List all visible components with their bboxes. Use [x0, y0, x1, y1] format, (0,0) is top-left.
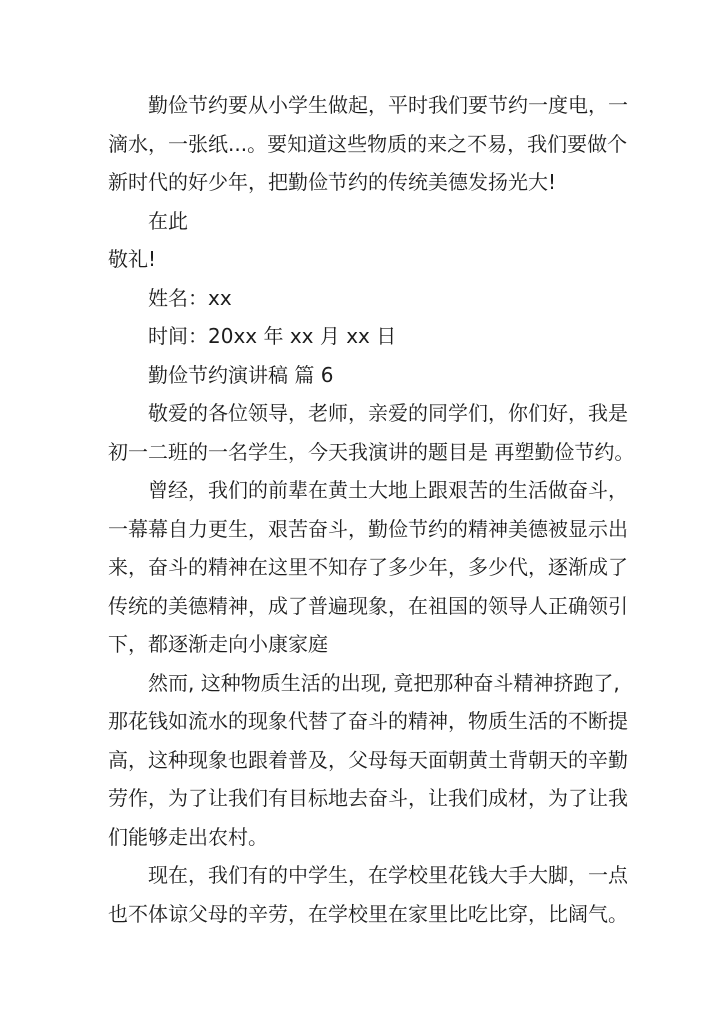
paragraph-line: 们能够走出农村。	[108, 824, 268, 849]
closing-here: 在此	[148, 208, 188, 233]
paragraph-line: 滴水，一张纸...。要知道这些物质的来之不易，我们要做个	[108, 131, 628, 156]
paragraph-line: 敬爱的各位领导，老师，亲爱的同学们，你们好，我是	[148, 401, 628, 425]
paragraph-line: 来，奋斗的精神在这里不知存了多少年，多少代，逐渐成了	[108, 555, 628, 579]
paragraph-line: 传统的美德精神，成了普遍现象，在祖国的领导人正确领引	[108, 593, 628, 618]
paragraph-line: 劳作，为了让我们有目标地去奋斗，让我们成材，为了让我	[108, 786, 628, 810]
paragraph-line: 一幕幕自力更生，艰苦奋斗，勤俭节约的精神美德被显示出	[108, 516, 628, 541]
paragraph-line: 现在，我们有的中学生，在学校里花钱大手大脚，一点	[148, 863, 628, 887]
document-page	[108, 86, 635, 933]
paragraph-line: 初一二班的一名学生，今天我演讲的题目是 再塑勤俭节约。	[108, 439, 635, 464]
closing-salute: 敬礼!	[108, 247, 157, 271]
signature-date: 时间：20xx 年 xx 月 xx 日	[148, 324, 397, 348]
paragraph-line: 然而, 这种物质生活的出现, 竟把那种奋斗精神挤跑了,	[148, 670, 620, 695]
paragraph-line: 高，这种现象也跟着普及，父母每天面朝黄土背朝天的辛勤	[108, 747, 628, 772]
paragraph-line: 下，都逐渐走向小康家庭	[108, 632, 328, 656]
paragraph-line: 也不体谅父母的辛劳，在学校里在家里比吃比穿，比阔气。	[108, 901, 628, 926]
paragraph-line: 新时代的好少年，把勤俭节约的传统美德发扬光大!	[108, 170, 557, 194]
section-title: 勤俭节约演讲稿 篇 6	[148, 362, 334, 387]
paragraph-line: 勤俭节约要从小学生做起，平时我们要节约一度电，一	[148, 93, 628, 117]
paragraph-line: 那花钱如流水的现象代替了奋斗的精神，物质生活的不断提	[108, 709, 628, 733]
signature-name: 姓名：xx	[148, 285, 232, 310]
paragraph-line: 曾经，我们的前辈在黄土大地上跟艰苦的生活做奋斗，	[148, 478, 628, 502]
